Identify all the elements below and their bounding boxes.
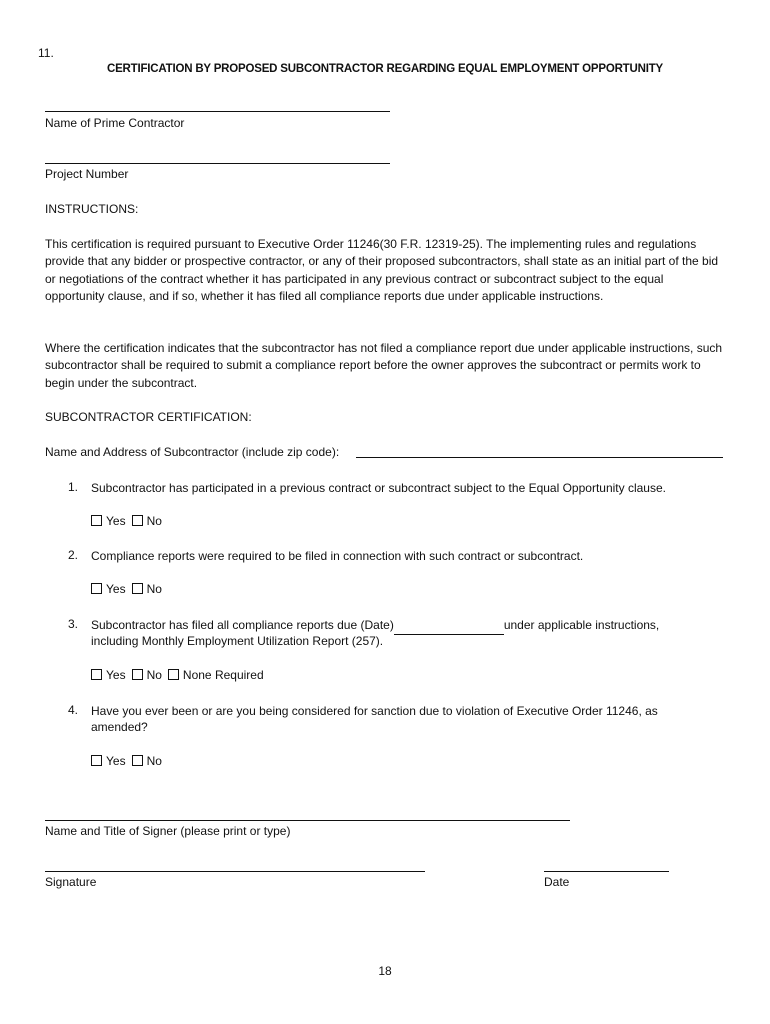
q4-yes-option[interactable]: Yes — [91, 753, 126, 770]
question-4-options — [91, 753, 168, 770]
page-number: 18 — [378, 964, 392, 978]
question-number: 1. — [68, 480, 79, 494]
question-number: 3. — [68, 617, 79, 631]
date-label: Date — [544, 875, 570, 889]
signature-label: Signature — [45, 875, 97, 889]
signature-input-line[interactable] — [45, 871, 425, 872]
instructions-paragraph-2: Where the certification indicates that the subcontractor has not filed a compliance report due under applicable instructions, such subcontractor shall be required to submit a compliance report before the owner approves the subcontract or permits work to begin under the subcontract. — [45, 341, 723, 390]
instructions-heading: INSTRUCTIONS: — [45, 202, 139, 216]
question-1-options — [91, 513, 168, 530]
q2-yes-option[interactable]: Yes — [91, 581, 126, 598]
q2-no-option[interactable]: No — [132, 581, 162, 598]
subcontractor-name-address-input-line[interactable] — [356, 457, 723, 458]
q4-no-option[interactable]: No — [132, 753, 162, 770]
checkbox-icon[interactable] — [168, 669, 179, 680]
question-3-text: Subcontractor has filed all compliance reports due (Date) under applicable instructions, — [91, 617, 659, 635]
q3-date-input-line[interactable] — [394, 617, 504, 635]
document-title: CERTIFICATION BY PROPOSED SUBCONTRACTOR REGARDING EQUAL EMPLOYMENT OPPORTUNITY — [106, 63, 664, 75]
checkbox-icon[interactable] — [91, 755, 102, 766]
subcontractor-name-address-label: Name and Address of Subcontractor (include zip code): — [45, 445, 340, 459]
question-2-text: Compliance reports were required to be filed in connection with such contract or subcontract. — [91, 549, 584, 563]
checkbox-icon[interactable] — [132, 515, 143, 526]
date-input-line[interactable] — [544, 871, 669, 872]
project-number-input-line[interactable] — [45, 163, 390, 164]
q1-no-option[interactable]: No — [132, 513, 162, 530]
q3-none-required-option[interactable]: None Required — [168, 667, 264, 684]
certification-heading: SUBCONTRACTOR CERTIFICATION: — [45, 410, 252, 424]
prime-contractor-label: Name of Prime Contractor — [45, 116, 185, 130]
section-number: 11. — [38, 46, 54, 60]
question-2-options — [91, 581, 168, 598]
checkbox-icon[interactable] — [132, 583, 143, 594]
instructions-paragraph-1: This certification is required pursuant to Executive Order 11246(30 F.R. 12319-25). The implementing rules and regulations provide that any bidder or prospective contractor, or any of their proposed subcontractors, shall state as an initial part of the bid or negotiations of the contract whether it has participated in any previous contract or subcontract subject to the equal opportunity clause, and if so, whether it has filed all compliance reports due under applicable instructions. — [45, 237, 719, 304]
question-number: 2. — [68, 548, 79, 562]
checkbox-icon[interactable] — [91, 515, 102, 526]
name-title-label: Name and Title of Signer (please print or type) — [45, 824, 291, 838]
question-3-options — [91, 667, 270, 684]
question-3-text-line2: including Monthly Employment Utilization Report (257). — [91, 634, 384, 648]
question-number: 4. — [68, 703, 79, 717]
checkbox-icon[interactable] — [132, 755, 143, 766]
q1-yes-option[interactable]: Yes — [91, 513, 126, 530]
name-title-input-line[interactable] — [45, 820, 570, 821]
q3-yes-option[interactable]: Yes — [91, 667, 126, 684]
question-4-text: Have you ever been or are you being considered for sanction due to violation of Executive Order 11246, as — [91, 704, 658, 718]
project-number-label: Project Number — [45, 167, 129, 181]
checkbox-icon[interactable] — [91, 583, 102, 594]
q3-no-option[interactable]: No — [132, 667, 162, 684]
checkbox-icon[interactable] — [91, 669, 102, 680]
checkbox-icon[interactable] — [132, 669, 143, 680]
question-1-text: Subcontractor has participated in a previous contract or subcontract subject to the Equal Opportunity clause. — [91, 481, 666, 495]
question-4-text-line2: amended? — [91, 720, 148, 734]
prime-contractor-input-line[interactable] — [45, 111, 390, 112]
